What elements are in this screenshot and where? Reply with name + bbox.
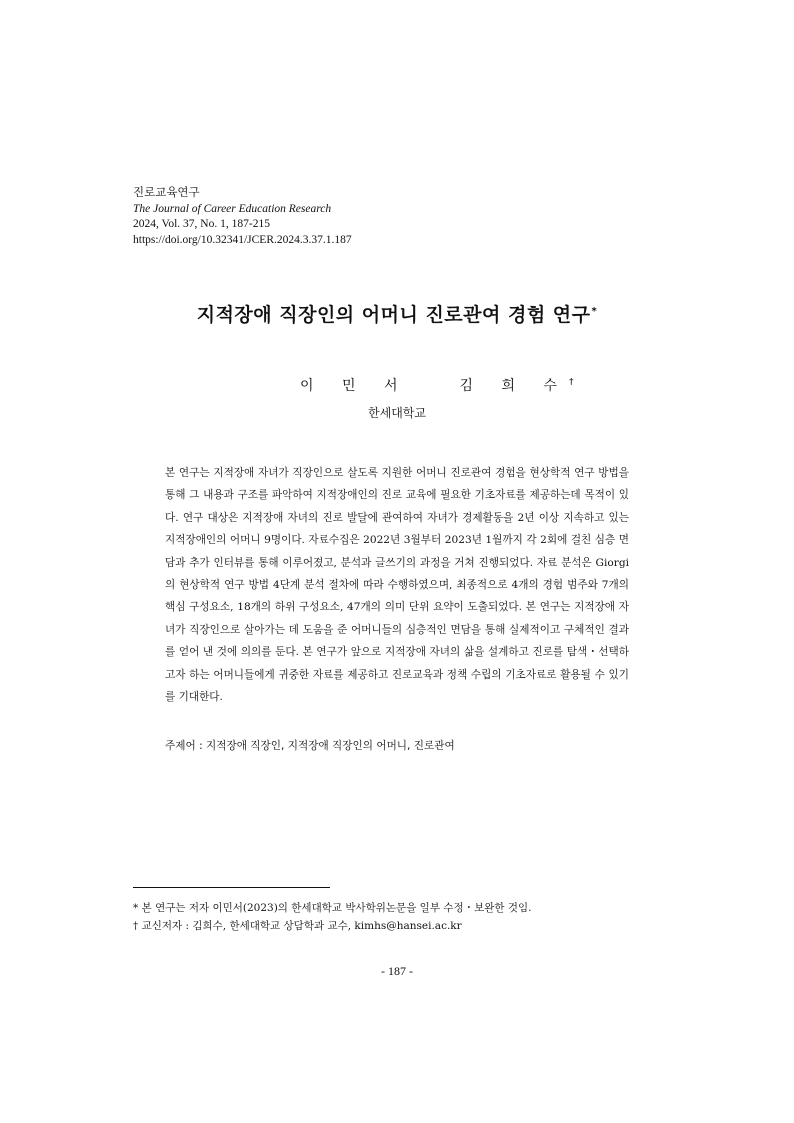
abstract-text: 본 연구는 지적장애 자녀가 직장인으로 살도록 지원한 어머니 진로관여 경험을 현상학적 연구 방법을 통해 그 내용과 구조를 파악하여 지적장애인의 진로 교육에 필요한 기초자료를 제공하는데 목적이 있다. 연구 대상은 지적장애 자녀의 진로 발달에 관여하여 자녀가 경제활동을 2년 이상 지속하고 있는 지적장애인의 어머니 9명이다. 자료수집은 2022년 3월부터 2023년 1월까지 각 2회에 걸친 심층 면담과 추가 인터뷰를 통해 이루어졌고, 분석과 글쓰기의 과정을 거쳐 진행되었다. 자료 분석은 Giorgi의 현상학적 연구 방법 4단계 분석 절차에 따라 수행하였으며, 최종적으로 4개의 경험 범주와 7개의 핵심 구성요소, 18개의 하위 구성요소, 47개의 의미 단위 요약이 도출되었다. 본 연구는 지적장애 자녀가 직장인으로 살아가는 데 도움을 준 어머니들의 심층적인 면담을 통해 실제적이고 구체적인 결과를 얻어 낸 것에 의의를 둔다. 본 연구가 앞으로 지적장애 자녀의 삶을 설계하고 진로를 탐색・선택하고자 하는 어머니들에게 귀중한 자료를 제공하고 진로교육과 정책 수립의 기초자료로 활용될 수 있기를 기대한다. — [165, 467, 629, 704]
page-number: - 187 - — [381, 964, 413, 978]
author-list — [300, 375, 573, 395]
author-1-name: 이 민 서 — [300, 378, 410, 394]
footnote-corresponding-author: † 교신저자 : 김희수, 한세대학교 상담학과 교수, kimhs@hansei.ac.kr — [133, 920, 462, 932]
affiliation: 한세대학교 — [368, 406, 426, 420]
paper-title: 지적장애 직장인의 어머니 진로관여 경험 연구 — [196, 304, 591, 326]
journal-name-korean: 진로교육연구 — [133, 187, 200, 199]
journal-header — [133, 186, 352, 248]
keywords: 주제어 : 지적장애 직장인, 지적장애 직장인의 어머니, 진로관여 — [165, 740, 455, 752]
journal-name-english: The Journal of Career Education Research — [133, 202, 332, 215]
footnote-source: * 본 연구는 저자 이민서(2023)의 한세대학교 박사학위논문을 일부 수정・보완한 것임. — [133, 902, 532, 914]
paper-title-block — [0, 300, 794, 327]
author-2-name: 김 희 수 — [459, 378, 569, 394]
footnote-divider — [133, 887, 330, 888]
doi-link[interactable]: https://doi.org/10.32341/JCER.2024.3.37.1.187 — [133, 233, 352, 246]
corresponding-author-mark: † — [568, 377, 574, 388]
title-footnote-mark: * — [591, 305, 598, 317]
volume-info: 2024, Vol. 37, No. 1, 187-215 — [133, 218, 270, 231]
